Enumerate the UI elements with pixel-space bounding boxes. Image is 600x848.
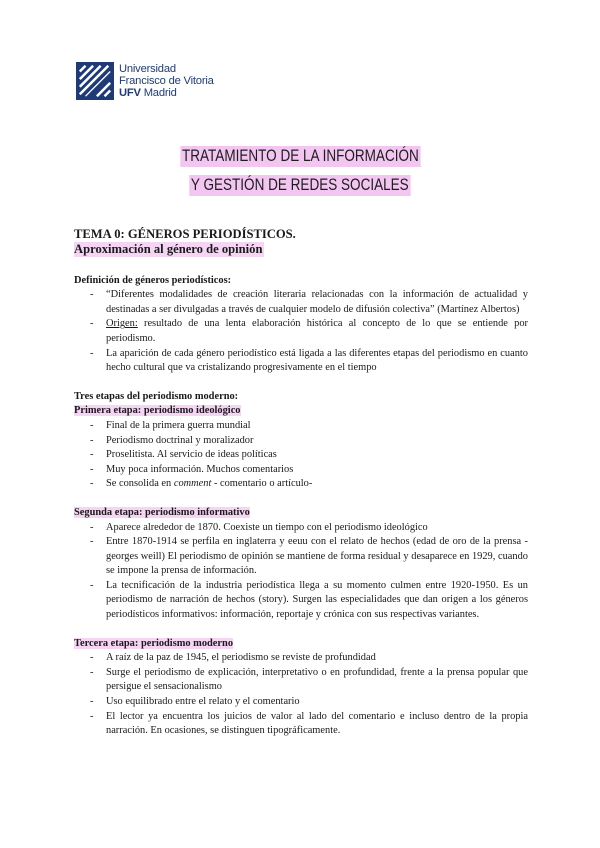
- definicion-heading: Definición de géneros periodísticos:: [74, 274, 232, 286]
- ufv-logo-icon: [76, 62, 114, 100]
- document-title: [0, 146, 600, 204]
- list-item: - Entre 1870-1914 se perfila en inglaterra y eeuu con el relato de hechos (edad de oro de la prensa - georges weill) El periodismo de opinión se mantiene de forma residual y desaparece en 1929, cuando se impone la prensa de información.: [74, 535, 528, 579]
- list-item: - “Diferentes modalidades de creación literaria relacionadas con la información de actualidad y destinadas a ser divulgadas a través de cualquier modelo de difusión colectiva” (Martínez Albertos): [74, 288, 528, 317]
- definicion-list: [74, 288, 528, 376]
- list-item: - La tecnificación de la industria periodística llega a su momento culmen entre 1920-1950. Es un periodismo de narración de hechos (story). Surgen las especialidades que dan origen a los géneros periodísticos informativos: información, reportaje y crónica con sus respectivas variantes.: [74, 579, 528, 623]
- logo-line-3: [119, 87, 214, 99]
- list-item: - Periodismo doctrinal y moralizador: [74, 434, 528, 449]
- etapas-heading: Tres etapas del periodismo moderno:: [74, 390, 239, 402]
- title-line-2: Y GESTIÓN DE REDES SOCIALES: [191, 176, 409, 194]
- list-item: - Aparece alrededor de 1870. Coexiste un tiempo con el periodismo ideológico: [74, 521, 528, 536]
- origen-text: resultado de una lenta elaboración histórica al concepto de lo que se entiende por periodismo.: [106, 318, 528, 344]
- origen-label: Origen:: [106, 318, 138, 330]
- logo-line-1: Universidad: [119, 63, 176, 75]
- tercera-etapa-list: [74, 651, 528, 739]
- list-item: - Surge el periodismo de explicación, interpretativo o en profundidad, frente a la prensa popular que persigue el sensacionalismo: [74, 666, 528, 695]
- subtitle: Aproximación al género de opinión: [74, 242, 263, 256]
- logo-line-2: Francisco de Vitoria: [119, 75, 214, 87]
- university-logo: [76, 62, 214, 100]
- list-item: - A raíz de la paz de 1945, el periodismo se reviste de profundidad: [74, 651, 528, 666]
- list-item: - La aparición de cada género periodístico está ligada a las diferentes etapas del periodismo en cuanto hecho cultural que va cristalizando progresivamente en el tiempo: [74, 347, 528, 376]
- list-item: [74, 477, 528, 492]
- document-body: [74, 227, 528, 739]
- list-item: - Proselitista. Al servicio de ideas políticas: [74, 448, 528, 463]
- comment-term: comment: [173, 478, 212, 490]
- text-after: - comentario o artículo-: [211, 478, 313, 490]
- segunda-etapa-list: [74, 521, 528, 623]
- list-item: - Muy poca información. Muchos comentarios: [74, 463, 528, 478]
- text-before: Se consolida en: [106, 478, 174, 490]
- list-item: - El lector ya encuentra los juicios de valor al lado del comentario e incluso dentro de la propia narración. En ocasiones, se distinguen tipográficamente.: [74, 710, 528, 739]
- primera-etapa-list: [74, 419, 528, 492]
- logo-madrid: Madrid: [140, 87, 177, 99]
- list-item: - Uso equilibrado entre el relato y el comentario: [74, 695, 528, 710]
- list-item: [74, 317, 528, 346]
- tercera-etapa-heading: Tercera etapa: periodismo moderno: [74, 637, 234, 649]
- list-item: - Final de la primera guerra mundial: [74, 419, 528, 434]
- segunda-etapa-heading: Segunda etapa: periodismo informativo: [74, 506, 250, 518]
- primera-etapa-heading: Primera etapa: periodismo ideológico: [74, 405, 241, 417]
- title-line-1: TRATAMIENTO DE LA INFORMACIÓN: [181, 147, 419, 165]
- logo-ufv: UFV: [119, 87, 141, 99]
- tema-heading: TEMA 0: GÉNEROS PERIODÍSTICOS.: [74, 227, 296, 241]
